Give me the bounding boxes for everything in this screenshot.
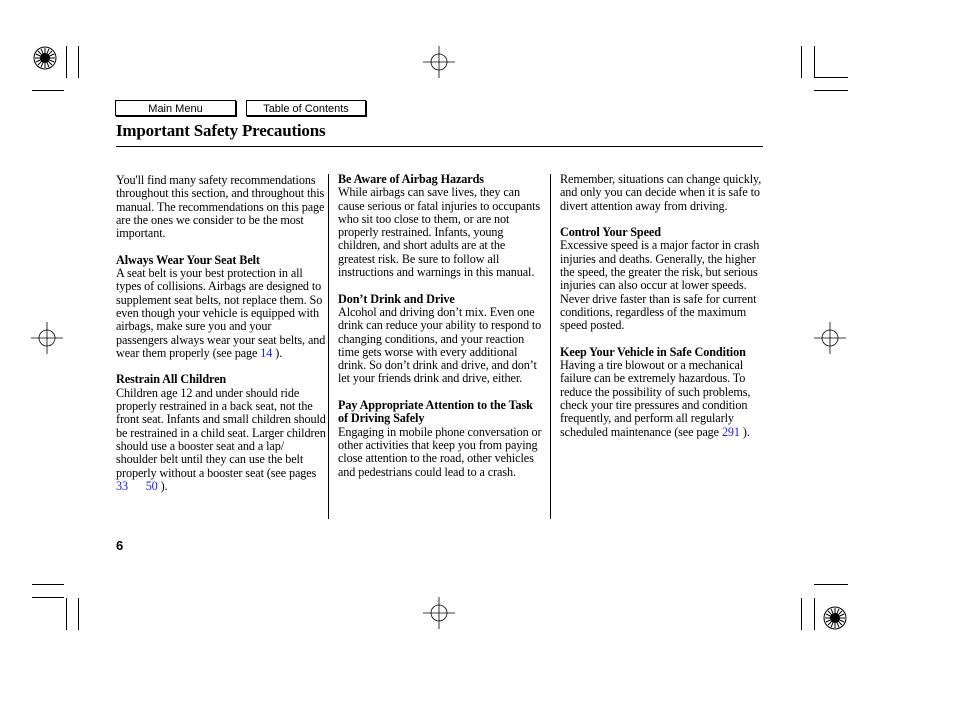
- column-3: [560, 173, 765, 439]
- speed-text: Excessive speed is a major factor in crash injuries and deaths. Generally, the higher the speed, the greater the risk, but serious injuries can also occur at lower speeds. Never drive faster than is safe for current conditions, regardless of the maximum speed posted.: [560, 238, 760, 333]
- page-title: Important Safety Precautions: [116, 121, 326, 140]
- page-number: 6: [116, 538, 124, 553]
- starburst-registration-icon: [823, 606, 847, 630]
- page-link-291[interactable]: 291: [721, 424, 740, 439]
- vehicle-heading: Keep Your Vehicle in Safe Condition: [560, 344, 746, 359]
- title-rule: [116, 146, 763, 147]
- drink-text: Alcohol and driving don’t mix. Even one drink can reduce your ability to respond to changing conditions, and your reaction time gets worse with every additional drink. So don’t drink and drive, and don’t let your friends drink and drive, either.: [338, 304, 542, 386]
- page-link-33[interactable]: 33: [116, 478, 128, 493]
- seatbelt-heading: Always Wear Your Seat Belt: [116, 252, 260, 267]
- vehicle-text: Having a tire blowout or a mechanical failure can be extremely hazardous. To reduce the possibility of such problems, check your tire pressures and condition frequently, and perform all regularly scheduled maintenance (see page 291 ).: [560, 358, 751, 439]
- column-divider: [328, 174, 329, 519]
- seatbelt-text: A seat belt is your best protection in all types of collisions. Airbags are designed to supplement seat belts, not replace them. So even though your vehicle is equipped with airbags, make sure you and your passengers always wear your seat belts, and wear them properly (see page 14 ).: [116, 266, 326, 360]
- page-link-50[interactable]: 50: [145, 478, 158, 493]
- attention-text: Engaging in mobile phone conversation or other activities that keep you from paying close attention to the road, other vehicles and pedestrians could lead to a crash.: [338, 424, 542, 479]
- remember-text: Remember, situations can change quickly, and only you can decide when it is safe to divert attention away from driving.: [560, 172, 762, 213]
- column-1: [116, 174, 326, 493]
- table-of-contents-button[interactable]: Table of Contents: [246, 100, 366, 116]
- main-menu-button[interactable]: Main Menu: [115, 100, 236, 116]
- starburst-registration-icon: [33, 46, 57, 70]
- airbag-heading: Be Aware of Airbag Hazards: [338, 172, 484, 186]
- children-text: Children age 12 and under should ride properly restrained in a back seat, not the front seat. Infants and small children should be restrained in a child seat. Larger children should use a booster seat and a lap/ shoulder belt until they can use the belt properly without a booster seat (see pages 33 50 ).: [116, 385, 326, 493]
- attention-heading: Pay Appropriate Attention to the Task of Driving Safely: [338, 398, 533, 426]
- column-divider: [550, 174, 551, 519]
- airbag-text: While airbags can save lives, they can cause serious or fatal injuries to occupants who sit too close to them, or are not properly restrained. Infants, young children, and short adults are at the greatest risk. Be sure to follow all instructions and warnings in this manual.: [338, 185, 541, 280]
- column-2: [338, 173, 542, 479]
- drink-heading: Don’t Drink and Drive: [338, 291, 455, 306]
- intro-text: You'll find many safety recommendations throughout this section, and throughout this manual. The recommendations on this page are the ones we consider to be the most important.: [116, 173, 325, 241]
- speed-heading: Control Your Speed: [560, 225, 661, 240]
- page-link-14[interactable]: 14: [260, 345, 273, 360]
- children-heading: Restrain All Children: [116, 372, 227, 387]
